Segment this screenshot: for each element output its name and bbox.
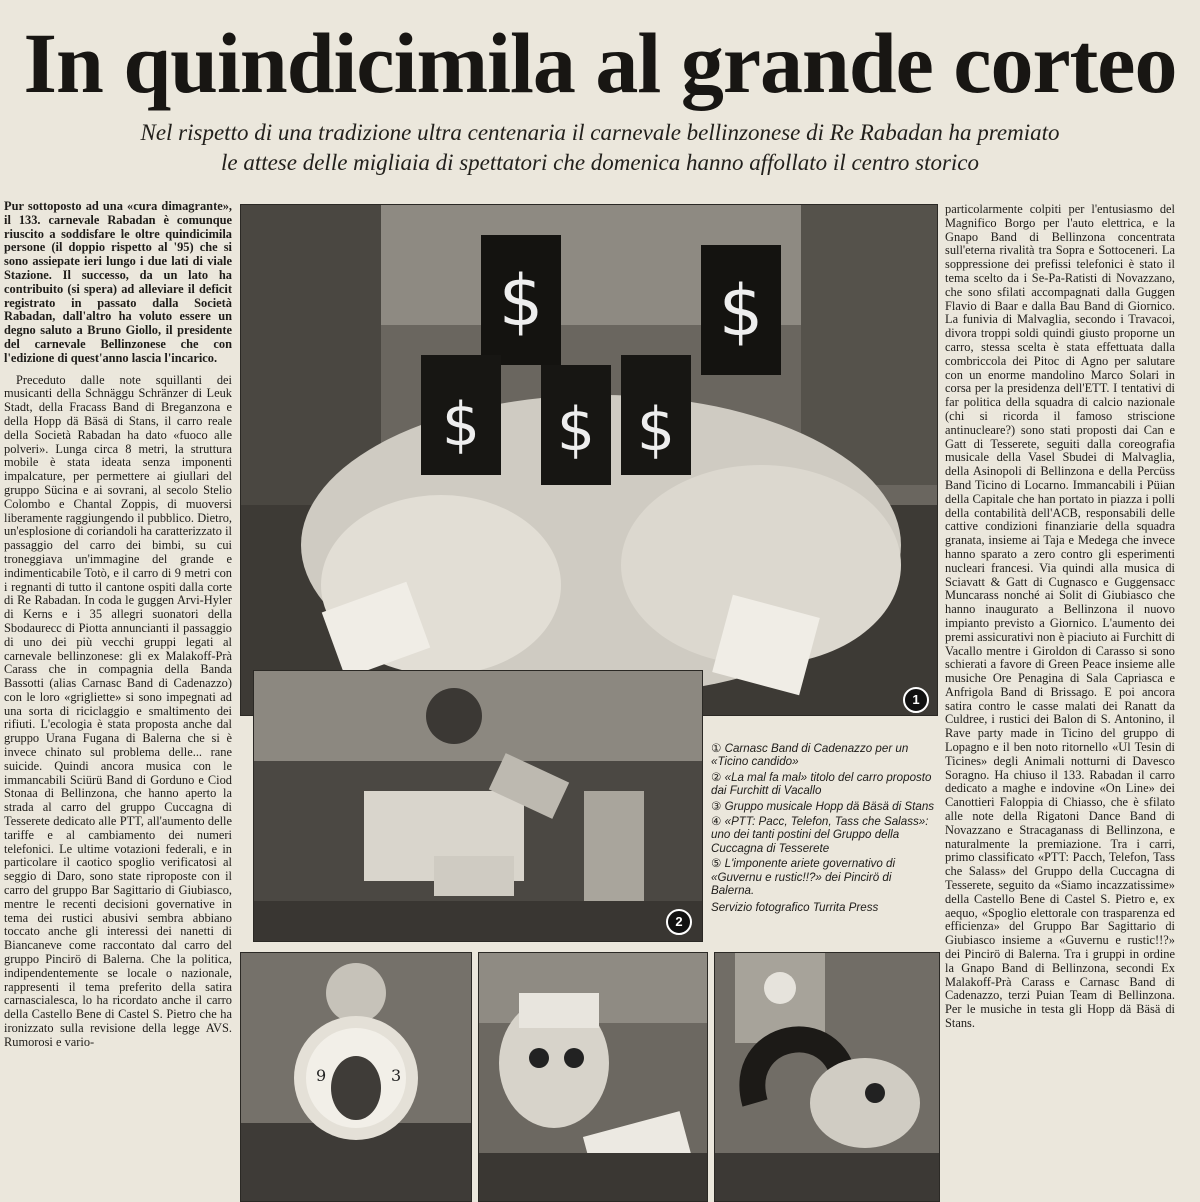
photo-ariete-image — [715, 953, 939, 1201]
photo-number-1: 1 — [903, 687, 929, 713]
svg-text:$: $ — [636, 395, 676, 465]
caption-3: ③ Gruppo musicale Hopp dä Bäsä di Stans — [711, 799, 935, 813]
photo-ptt-postino — [478, 952, 708, 1202]
photo-captions — [711, 742, 937, 915]
article-column-right — [945, 203, 1175, 1200]
svg-text:$: $ — [498, 260, 544, 342]
photo-hopp-da-basa-image — [241, 953, 471, 1201]
svg-text:$: $ — [441, 390, 481, 460]
photo-credit: Servizio fotografico Turrita Press — [711, 901, 879, 915]
article-column-left — [4, 200, 232, 1200]
photo-carnasc-band-image — [241, 205, 937, 715]
svg-text:$: $ — [718, 270, 764, 352]
svg-text:9: 9 — [316, 1066, 327, 1085]
photo-ariete — [714, 952, 940, 1202]
deck-line-1: Nel rispetto di una tradizione ultra centenaria il carnevale bellinzonese di Re Rabadan ha premiato — [140, 120, 1060, 145]
caption-4: ④ «PTT: Pacc, Telefon, Tass che Salass»: uno dei tanti postini del Gruppo della Cuccagna di Tesserete — [711, 815, 929, 855]
caption-1: ① Carnasc Band di Cadenazzo per un «Ticino candido» — [711, 742, 909, 769]
deck — [40, 118, 1160, 178]
photo-number-2: 2 — [666, 909, 692, 935]
body-paragraph: Preceduto dalle note squillanti dei musicanti della Schnäggu Schränzer di Leuk Stadt, della Fracass Band di Breganzona e della Hopp dä Bäsä di Stans, il carro reale della Società Rabadan ha dato «fuoco alle polveri». Lunga circa 8 metri, la struttura mobile è stata ideata senza imponenti impalcature, per permettere ai giullari del gruppo Sücina e ai sovrani, al secolo Stelio Colombo e Chantal Zoppis, di muoversi liberamente raggiungendo il pubblico. Dietro, un'esplosione di coriandoli ha caratterizzato il passaggio del carro dei bimbi, su cui troneggiava un'immagine del grande e indimenticabile Totò, e il carro di 9 metri con i regnanti di tutto il cantone ospiti dalla corte di Re Rabadan. In coda le guggen Arvi-Hyler di Kerns e i 35 allegri suonatori della Sbodaurecc di Piotta annuncianti il passaggio di uno dei più vecchi gruppi legati al carnevale bellinzonese: gli ex Malakoff-Prà Carass che in compagnia della Banda Bassotti (alias Carnasc Band di Cadenazzo) con le loro «grigliette» si sono impegnati ad una sorta di riciclaggio e smaltimento dei rifiuti. L'ecologia è stata proposta anche dal gruppo Urana Fugana di Balerna che si è invece chinato sul problema delle... rane suicide. Quindi ancora musica con le immancabili Sciürü Band di Gorduno e Ciod Stonaa di Bellinzona, che hanno aperto la strada al carro del gruppo Cuccagna di Tesserete dedicato alle PTT, all'aumento delle tariffe e al cambiamento dei numeri telefonici. Le ultime votazioni federali, e in particolare il caotico spoglio verificatosi al seggio di Daro, sono state riproposte con il carro del gruppo Bar Sagittario di Giubiasco, mentre le recenti decisioni governative in tema dei rustici abusivi sembra abbiano toccato anche gli interessi dei nanetti di Biancaneve come raccontato dal carro del gruppo Pincirö di Balerna. Che la politica, indipendentemente se locale o nazionale, rappresenti il tema preferito della satira carnascialesca, lo ha ricordato anche il carro della Castello Bene di Castel S. Pietro che ha ironizzato sulla revisione della legge AVS. Rumorosi e vario- — [4, 372, 232, 1049]
svg-text:3: 3 — [391, 1066, 402, 1085]
photo-hopp-da-basa — [240, 952, 472, 1202]
photo-la-mal-fa-mal-image — [254, 671, 702, 941]
svg-text:$: $ — [556, 395, 596, 465]
caption-2: ② «La mal fa mal» titolo del carro proposto dai Furchitt di Vacallo — [711, 770, 932, 798]
photo-la-mal-fa-mal — [253, 670, 703, 942]
body-paragraph-continued: particolarmente colpiti per l'entusiasmo del Magnifico Borgo per l'auto elettrica, e la Gnapo Band di Bellinzona concentrata sull'eterna rivalità tra Sopra e Sottoceneri. La soppressione dei prefissi telefonici è stato il tema scelto da i Se-Pa-Ratisti di Novazzano, che sono sfilati accompagnati dalla Guggen Flavio di Baar e dalla Bau Band di Giornico. La funivia di Malvaglia, secondo i Travacoi, divora troppi soldi quindi giusto proporne un carro, stessa scelta è stata effettuata dalla combriccola dei Pitoc di Agno per salutare con un enorme mandolino Marco Solari in corsa per la presidenza dell'ETT. I tentativi di far politica della squadra di calcio nazionale (chi si ricorda il famoso striscione antinucleare?) sono stati proposti dai Can e Gatt di Tesserete, seguiti dalla coreografia musicale della Vasel Sbudei di Malvaglia, della Asinopoli di Bellinzona e della Percüss Band Ticino di Locarno. Immancabili i Püian della Capitale che han portato in piazza i polli della contabilità dell'ACB, responsabili delle cattive condizioni finanziarie della squadra granata, insieme ai Taja e Medega che invece hanno sparato a zero contro gli esperimenti nucleari francesi. Via quindi alla musica di Sciavatt & Gatt di Cugnasco e Guggensacc Muncarass nonché ai Solit di Giubiasco che hanno inaugurato a Bellinzona il nuovo impianto previsto a Giornico. L'aumento dei premi assicurativi non è piaciuto ai Furchitt di Vacallo mentre i Giroldon di Carasso si sono schierati a favore di Green Peace insieme alle musiche Ore Penagina di Sala Capriasca e Anfrigola Band di Brissago. E poi ancora satira contro le casse malati dei Ranatt da Culdree, i rustici dei Balon di S. Antonino, il Rave party made in Ticino del gruppo di Lopagno e il ben noto ritornello «Ul Tesin di Ticines» degli Animali notturni di Davesco Soragno. Ha chiuso il 133. Rabadan il carro dedicato a maghe e indovine «On Line» dei Canottieri Faloppia di Chiasso, che è sfilato alle note della Rigatoni Dance Band di Novazzano e Stracaganass di Bellinzona, e naturalmente la premiazione. Tra i carri, primo classificato «PTT: Pacch, Telefon, Tass che Salass» del Gruppo della Cuccagna di Tesserete, seguito da «Siamo incazzatissime» della Castello Bene di Castel S. Pietro e, ex aequo, «Spoglio elettorale con trasparenza ed efficienza» del Gruppo Bar Sagittario di Giubiasco insieme a «Guvernu e rustic!!?» dei Pincirö di Balerna. Tra i gruppi in ordine la Gnapo Band di Bellinzona, secondi Ex Malakoff-Prà Carass e Carnasc Band di Cadenazzo, terzi Puian Team di Bellinzona. Per le musiche in testa gli Hopp dä Bäsä di Stans. — [945, 203, 1175, 1031]
deck-line-2: le attese delle migliaia di spettatori che domenica hanno affollato il centro storico — [220, 150, 980, 175]
headline: In quindicimila al grande corteo — [23, 15, 1177, 111]
photo-carnasc-band — [240, 204, 938, 716]
photo-ptt-postino-image — [479, 953, 707, 1201]
caption-5: ⑤ L'imponente ariete governativo di «Guvernu e rustic!!?» dei Pincirö di Balerna. — [711, 857, 896, 898]
lead-paragraph: Pur sottoposto ad una «cura dimagrante», il 133. carnevale Rabadan è comunque riuscito a soddisfare le oltre quindicimila persone (il doppio rispetto al '95) che si sono assiepate ieri lungo i due lati di viale Stazione. Il successo, da un lato ha contribuito (si spera) ad alleviare il deficit registrato in passato dalla Società Rabadan, dall'altro ha voluto essere un degno saluto a Bruno Giollo, il presidente del carnevale Bellinzonese che con l'edizione di quest'anno lascia l'incarico. — [4, 200, 232, 365]
